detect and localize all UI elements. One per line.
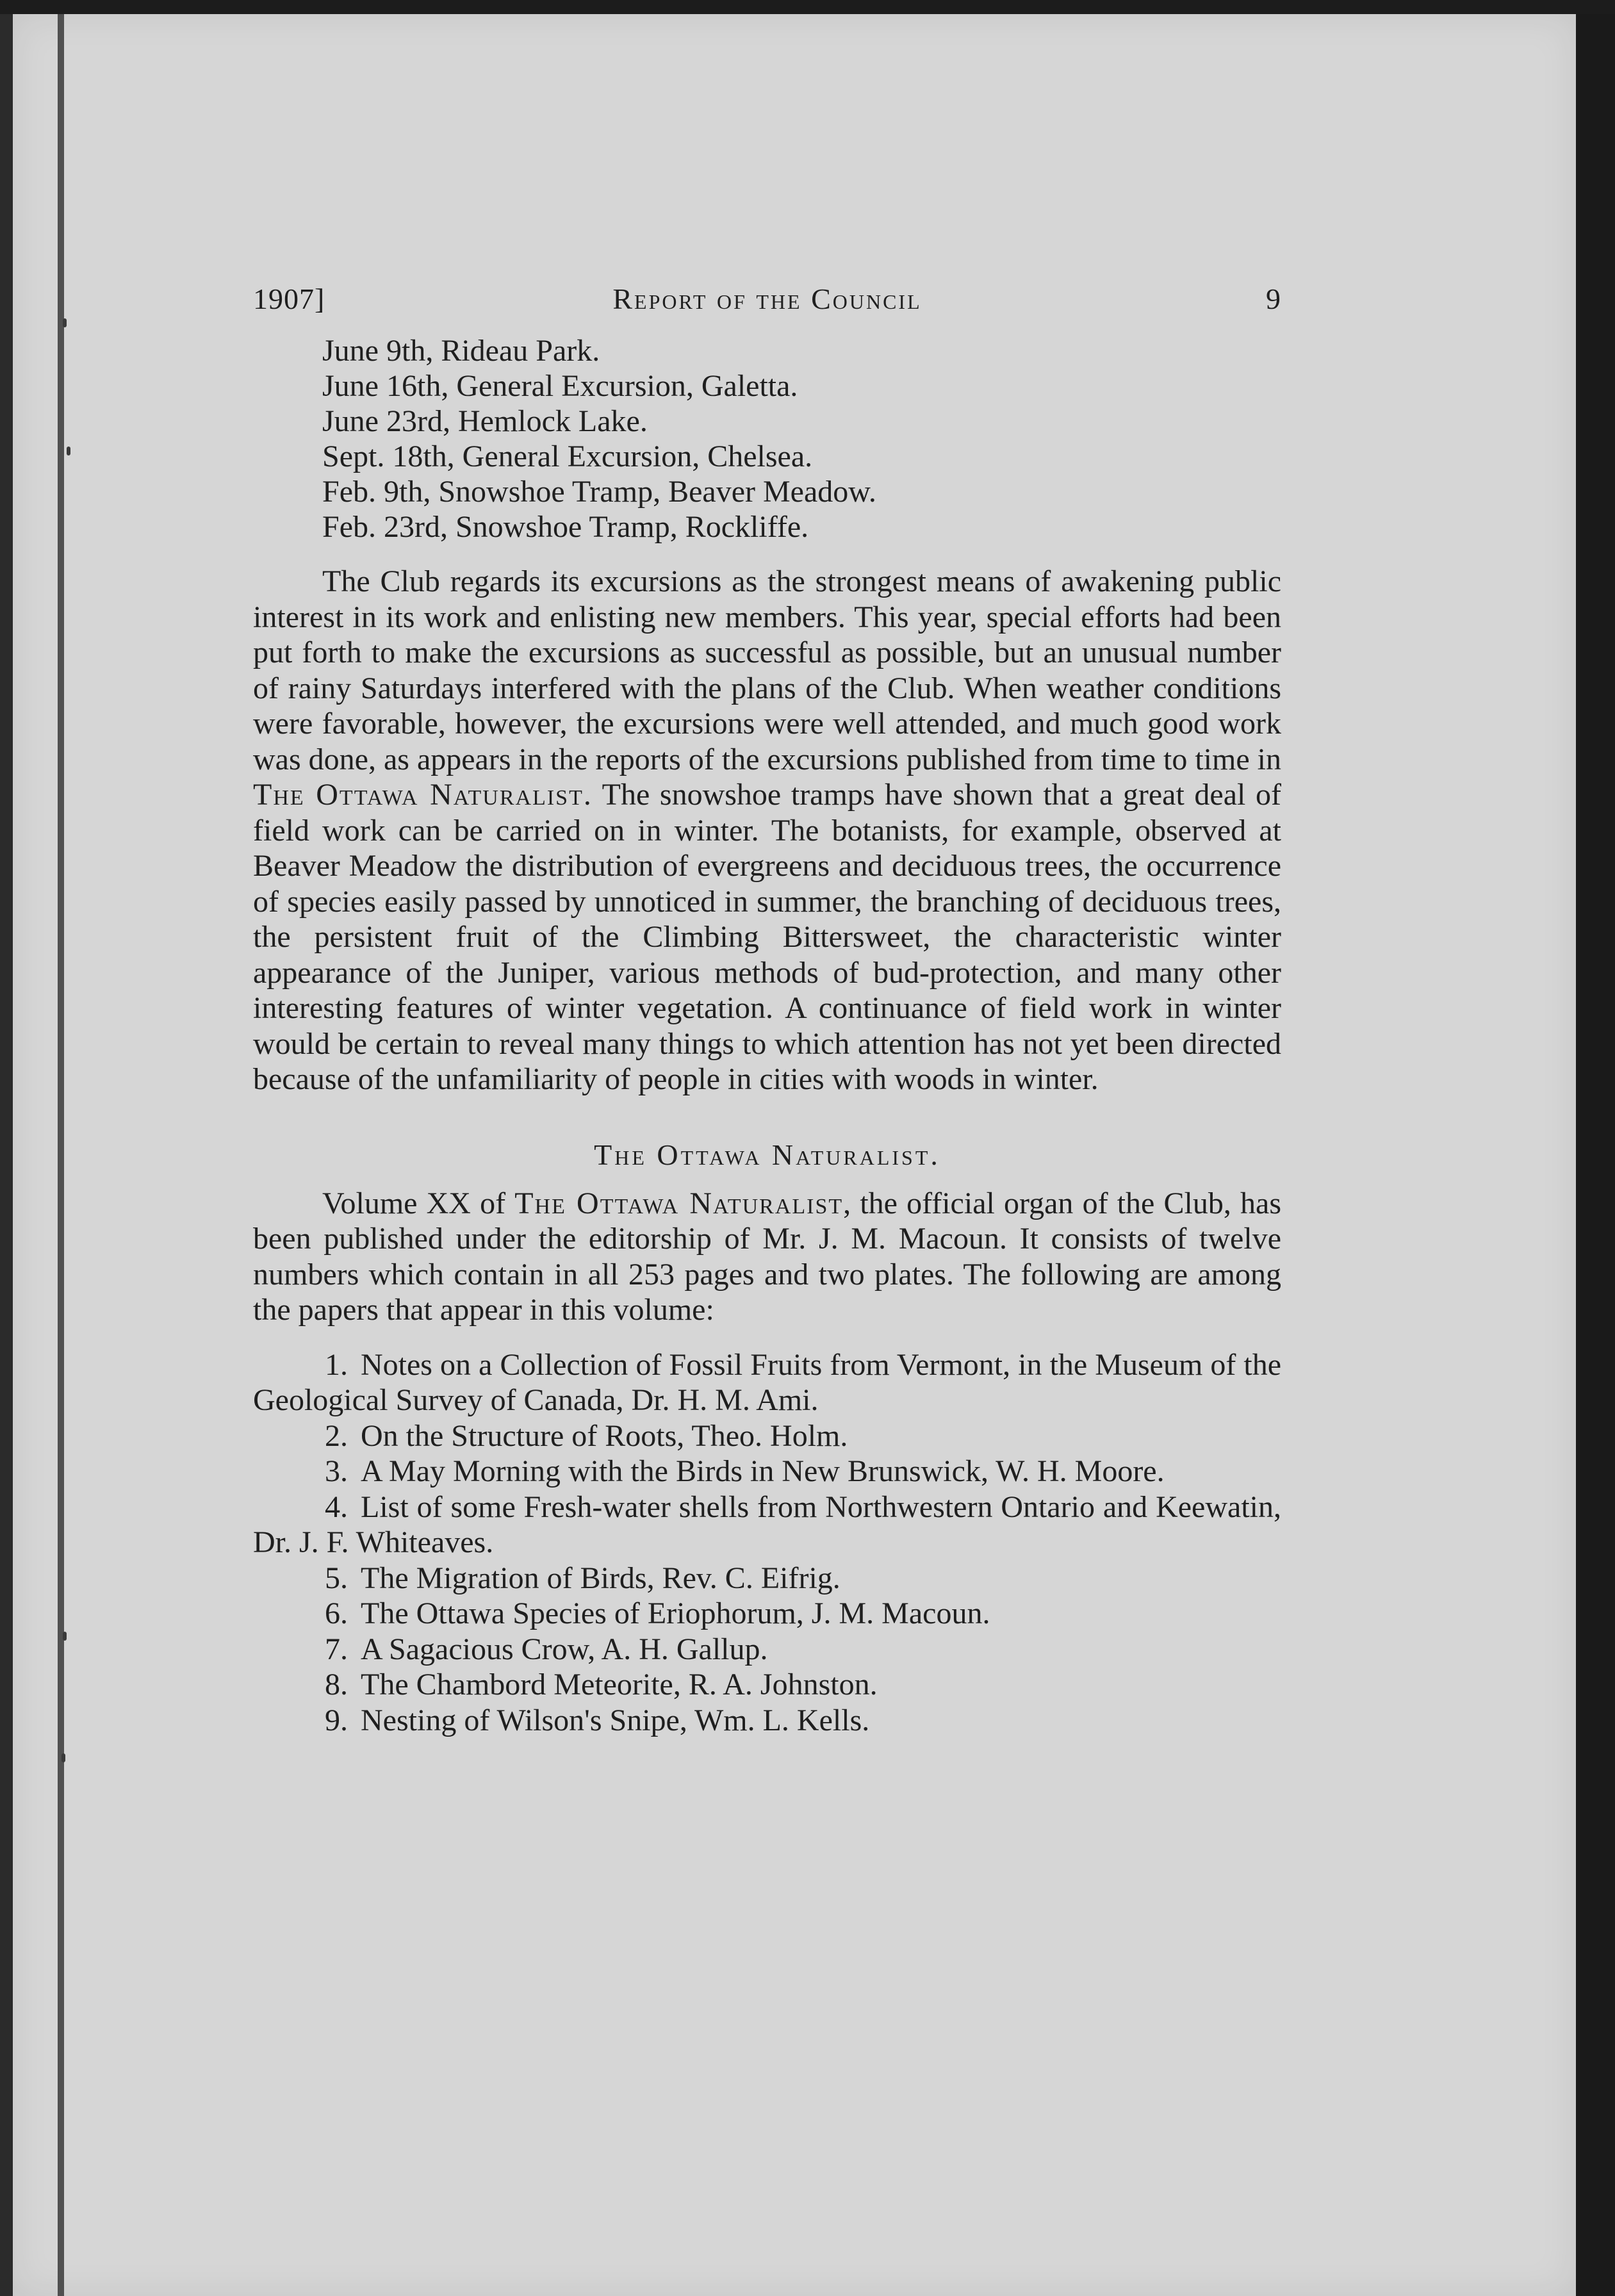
paper-item [253, 1454, 1281, 1489]
paper-citation: List of some Fresh-water shells from Northwestern Ontario and Keewatin, Dr. J. F. Whiteaves. [253, 1489, 1281, 1559]
excursion-list [322, 333, 1281, 545]
papers-list [253, 1347, 1281, 1739]
paper-item [253, 1347, 1281, 1418]
excursions-paragraph [253, 564, 1281, 1097]
scan-right-border [1576, 14, 1615, 2296]
paragraph-text: , the official organ of the Club, has been published under the editorship of Mr. J. M. Macoun. It consists of twelve numbers which contain in all 253 pages and two plates. The following are among the papers that appear in this volume: [253, 1186, 1281, 1327]
running-head [253, 282, 1281, 327]
paper-number: 7. [325, 1632, 348, 1666]
page-gutter [58, 14, 64, 2296]
margin-speck [61, 1753, 65, 1762]
paper-citation: The Migration of Birds, Rev. C. Eifrig. [361, 1561, 840, 1595]
volume-paragraph [253, 1186, 1281, 1328]
paper-citation: A Sagacious Crow, A. H. Gallup. [361, 1632, 768, 1666]
excursion-item: Feb. 9th, Snowshoe Tramp, Beaver Meadow. [322, 475, 876, 509]
page-number: 9 [1266, 283, 1281, 315]
paper-number: 9. [325, 1703, 348, 1737]
paper-item [253, 1703, 1281, 1739]
paper-citation: Notes on a Collection of Fossil Fruits from Vermont, in the Museum of the Geological Survey of Canada, Dr. H. M. Ami. [253, 1347, 1281, 1417]
paper-item [253, 1561, 1281, 1596]
margin-speck [63, 318, 67, 327]
paper-item [253, 1418, 1281, 1454]
excursion-item: June 23rd, Hemlock Lake. [322, 404, 648, 438]
paper-citation: Nesting of Wilson's Snipe, Wm. L. Kells. [361, 1703, 870, 1737]
excursion-item: Sept. 18th, General Excursion, Chelsea. [322, 439, 813, 473]
paper-number: 5. [325, 1561, 348, 1595]
paper-number: 2. [325, 1418, 348, 1453]
journal-title: The Ottawa Naturalist. [253, 778, 593, 812]
paragraph-text: Volume XX of [322, 1186, 515, 1220]
journal-title: The Ottawa Naturalist [514, 1186, 844, 1220]
scan-top-border [0, 0, 1615, 14]
paper-number: 1. [325, 1347, 348, 1382]
paragraph-text: The Club regards its excursions as the strongest means of awakening public interest in its work and enlisting new members. This year, special efforts had been put forth to make the excursions as successful as possible, but an unusual number of rainy Saturdays interfered with the plans of the Club. When weather conditions were favorable, however, the excursions were well attended, and much good work was done, as appears in the reports of the excursions published from time to time in [253, 564, 1281, 776]
paper-citation: A May Morning with the Birds in New Brunswick, W. H. Moore. [361, 1454, 1165, 1488]
page-content [253, 282, 1281, 1738]
margin-speck [67, 447, 70, 455]
paper-citation: On the Structure of Roots, Theo. Holm. [361, 1418, 848, 1453]
paper-citation: The Chambord Meteorite, R. A. Johnston. [361, 1668, 878, 1702]
paper-citation: The Ottawa Species of Eriophorum, J. M. Macoun. [361, 1596, 990, 1630]
paper-number: 3. [325, 1454, 348, 1488]
excursion-item: June 16th, General Excursion, Galetta. [322, 369, 798, 403]
excursion-item: Feb. 23rd, Snowshoe Tramp, Rockliffe. [322, 510, 809, 544]
paragraph-text: The snowshoe tramps have shown that a great deal of field work can be carried on in winter. The botanists, for example, observed at Beaver Meadow the distribution of evergreens and deciduous trees, the occurrence of species easily passed by unnoticed in summer, the branching of deciduous trees, the persistent fruit of the Climbing Bittersweet, the characteristic winter appearance of the Juniper, various methods of bud-protection, and many other interesting features of winter vegetation. A continuance of field work in winter would be certain to reveal many things to which attention has not yet been directed because of the unfamiliarity of people in cities with woods in winter. [253, 778, 1281, 1096]
margin-speck [63, 1632, 67, 1641]
paper-number: 8. [325, 1668, 348, 1702]
section-heading: The Ottawa Naturalist. [594, 1138, 940, 1171]
paper-number: 4. [325, 1489, 348, 1524]
paper-item [253, 1596, 1281, 1632]
paper-item [253, 1632, 1281, 1668]
running-head-year: 1907] [253, 283, 325, 315]
running-head-title: Report of the Council [612, 283, 922, 315]
paper-item [253, 1489, 1281, 1561]
paper-number: 6. [325, 1596, 348, 1630]
paper-item [253, 1667, 1281, 1703]
excursion-item: June 9th, Rideau Park. [322, 334, 600, 368]
